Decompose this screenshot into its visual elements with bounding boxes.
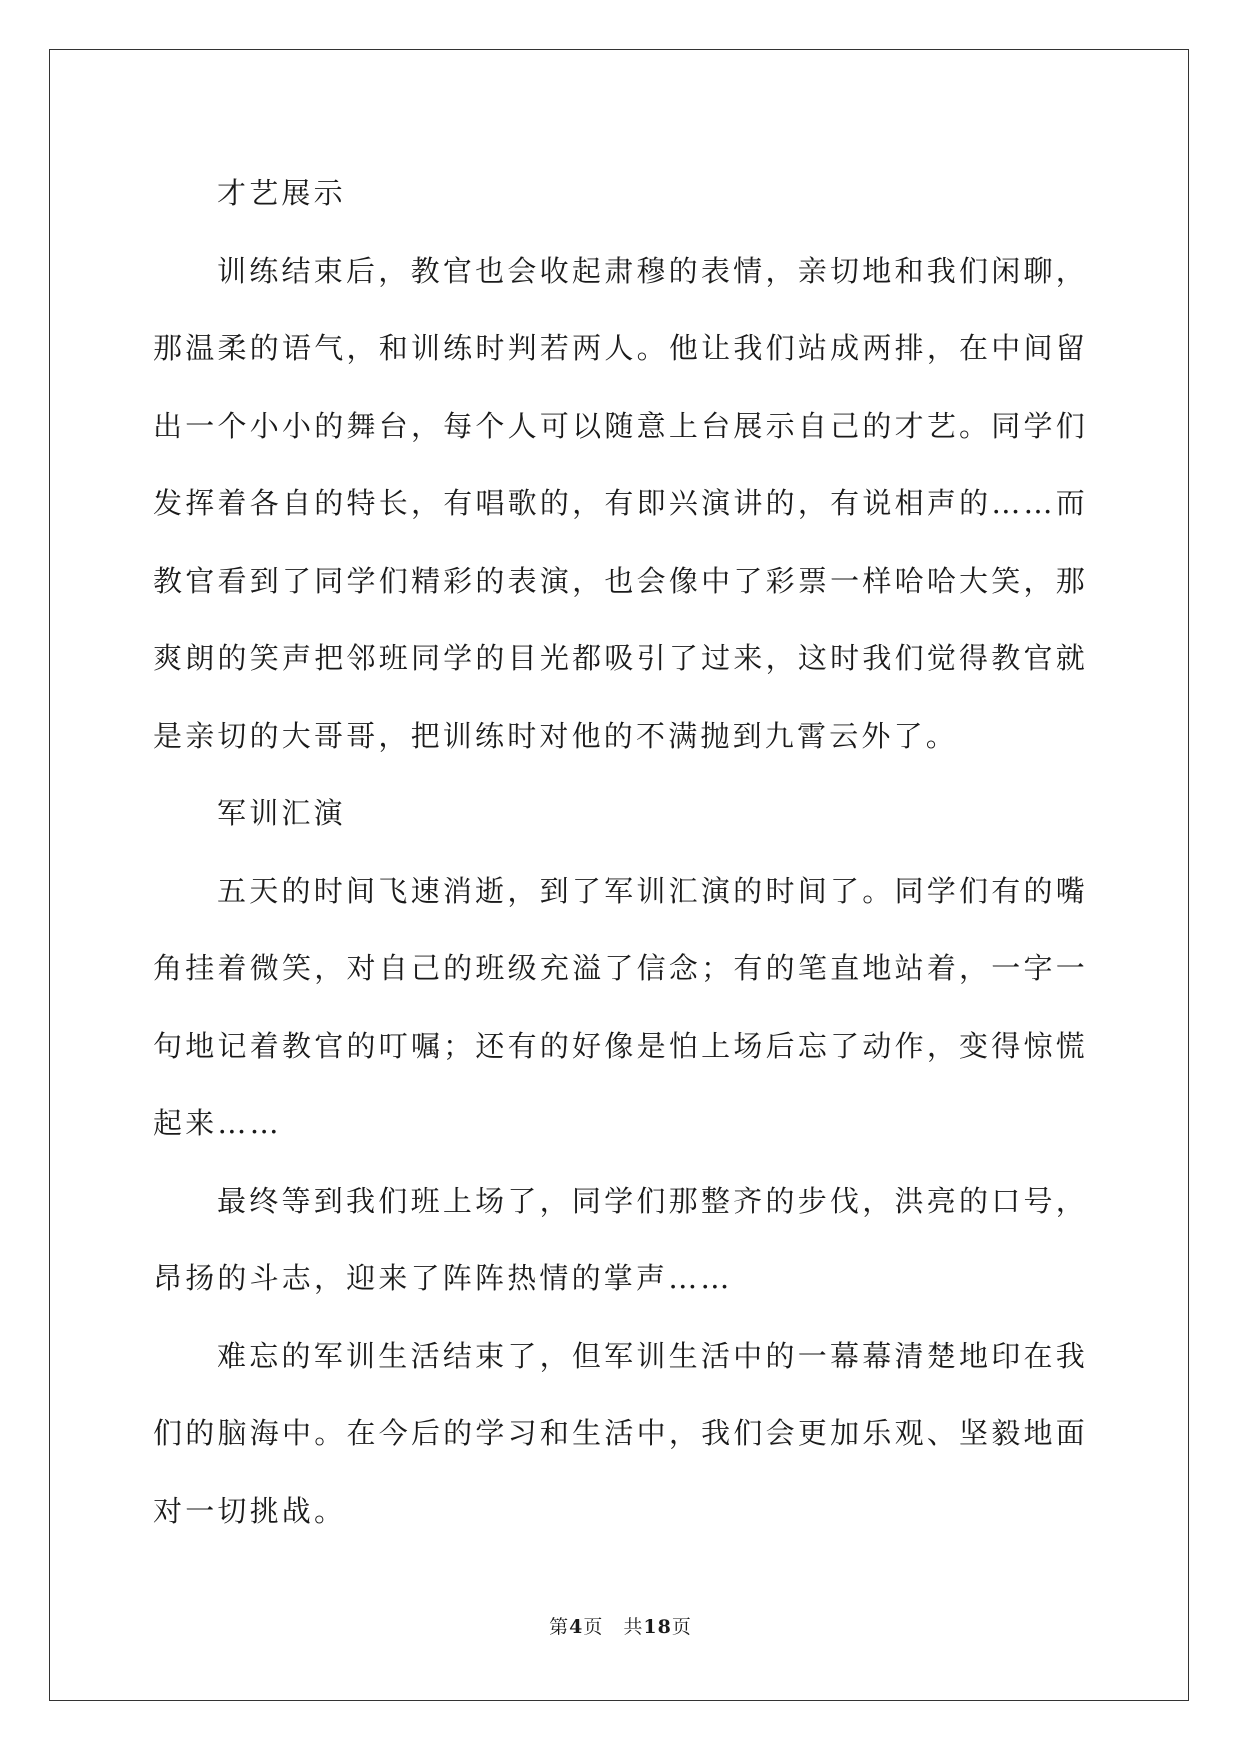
- page-suffix: 页: [583, 1616, 604, 1638]
- total-prefix: 共: [623, 1616, 644, 1638]
- section-heading-military-performance: 军训汇演: [217, 796, 346, 830]
- page-prefix: 第: [549, 1616, 570, 1638]
- paragraph-performance-day: 五天的时间飞速消逝，到了军训汇演的时间了。同学们有的嘴角挂着微笑，对自己的班级充溢了信念；有的笔直地站着，一字一句地记着教官的叮嘱；还有的好像是怕上场后忘了动作，变得惊慌起来……: [153, 873, 1088, 1140]
- document-body: [153, 155, 1088, 1550]
- page-number: 4: [569, 1616, 584, 1638]
- section-heading-talent-show: 才艺展示: [217, 176, 346, 210]
- total-suffix: 页: [671, 1616, 692, 1638]
- paragraph-talent-show: 训练结束后，教官也会收起肃穆的表情，亲切地和我们闲聊，那温柔的语气，和训练时判若两人。他让我们站成两排，在中间留出一个小小的舞台，每个人可以随意上台展示自己的才艺。同学们发挥着各自的特长，有唱歌的，有即兴演讲的，有说相声的……而教官看到了同学们精彩的表演，也会像中了彩票一样哈哈大笑，那爽朗的笑声把邻班同学的目光都吸引了过来，这时我们觉得教官就是亲切的大哥哥，把训练时对他的不满抛到九霄云外了。: [153, 253, 1088, 753]
- page-footer: [0, 1612, 1241, 1639]
- total-pages: 18: [643, 1616, 672, 1638]
- paragraph-class-on-stage: 最终等到我们班上场了，同学们那整齐的步伐，洪亮的口号，昂扬的斗志，迎来了阵阵热情的掌声……: [153, 1183, 1088, 1295]
- paragraph-conclusion: 难忘的军训生活结束了，但军训生活中的一幕幕清楚地印在我们的脑海中。在今后的学习和生活中，我们会更加乐观、坚毅地面对一切挑战。: [153, 1338, 1088, 1528]
